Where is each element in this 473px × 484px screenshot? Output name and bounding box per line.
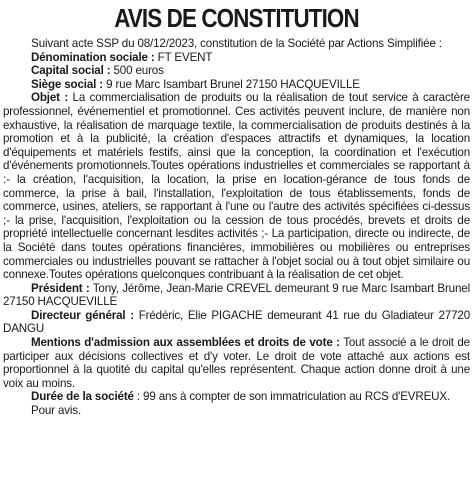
capital-paragraph [3,64,470,78]
objet-paragraph [3,91,470,281]
duree-value: : 99 ans à compter de son immatriculation au RCS d'EVREUX. [133,390,451,404]
mentions-paragraph [3,336,470,390]
president-value: Tony, Jérôme, Jean-Marie CREVEL demeurant 9 rue Marc Isambart Brunel 27150 HACQUEVILLE [3,281,470,309]
denomination-label: Dénomination sociale : [31,50,155,64]
siege-paragraph [3,78,470,92]
directeur-paragraph [3,309,470,336]
denomination-value: FT EVENT [154,50,213,64]
siege-label: Siège social : [31,77,104,91]
directeur-value: Frédéric, Elie PIGACHE demeurant 41 rue du Gladiateur 27720 DANGU [3,308,470,336]
duree-paragraph [3,390,470,404]
objet-label: Objet : [31,91,69,105]
duree-label: Durée de la société [31,390,134,404]
directeur-label: Directeur général : [31,308,134,322]
notice-intro: Suivant acte SSP du 08/12/2023, constitution de la Société par Actions Simplifiée : [31,37,442,50]
siege-value: 9 rue Marc Isambart Brunel 27150 HACQUEVILLE [103,77,360,91]
mentions-label: Mentions d'admission aux assemblées et droits de vote : [31,336,340,350]
objet-value: La commercialisation de produits ou la réalisation de tout service à caractère professionnel, événementiel et promotionnel. Ces activités peuvent inclure, de manière non exhaustive, la réalisation de marquage textile, la commercialisation de produits destinés à la promotion et à la publicité, la création d'espaces attractifs et dynamiques, la location d'équipements et matériels festifs, ainsi que la conception, la coordination et l'exécution d'événements promotionnels.Toutes opérations industrielles et commerciales se rapportant à :- la création, l'acquisition, la location, la prise en location-gérance de tous fonds de commerce, la prise à bail, l'installation, l'exploitation de tous établissements, fonds de commerce, usines, ateliers, se rapportant à l'une ou l'autre des activités spécifiées ci-dessus ;- la prise, l'acquisition, l'exploitation ou la cession de tous procédés, brevets et droits de propriété intellectuelle concernant lesdites activités ;- La participation, directe ou indirecte, de la Société dans toutes opérations financières, immobilières ou mobilières ou entreprises commerciales ou industrielles pouvant se rattacher à l'objet social ou à tout objet similaire ou connexe.Toutes opérations quelconques contribuant à la réalisation de cet objet. [3,91,470,282]
denomination-paragraph [3,51,470,65]
notice-title: AVIS DE CONSTITUTION [114,3,359,33]
mentions-value: Tout associé a le droit de participer aux décisions collectives et d'y voter. Le droit de vote attaché aux actions est proportionnel à la quotité du capital qu'elles représentent. Chaque action donne droit à une voix au moins. [3,336,470,390]
president-label: Président : [31,281,90,295]
capital-label: Capital social : [31,64,111,78]
capital-value: 500 euros [110,64,164,78]
closing-text: Pour avis. [31,404,82,418]
president-paragraph [3,282,470,309]
